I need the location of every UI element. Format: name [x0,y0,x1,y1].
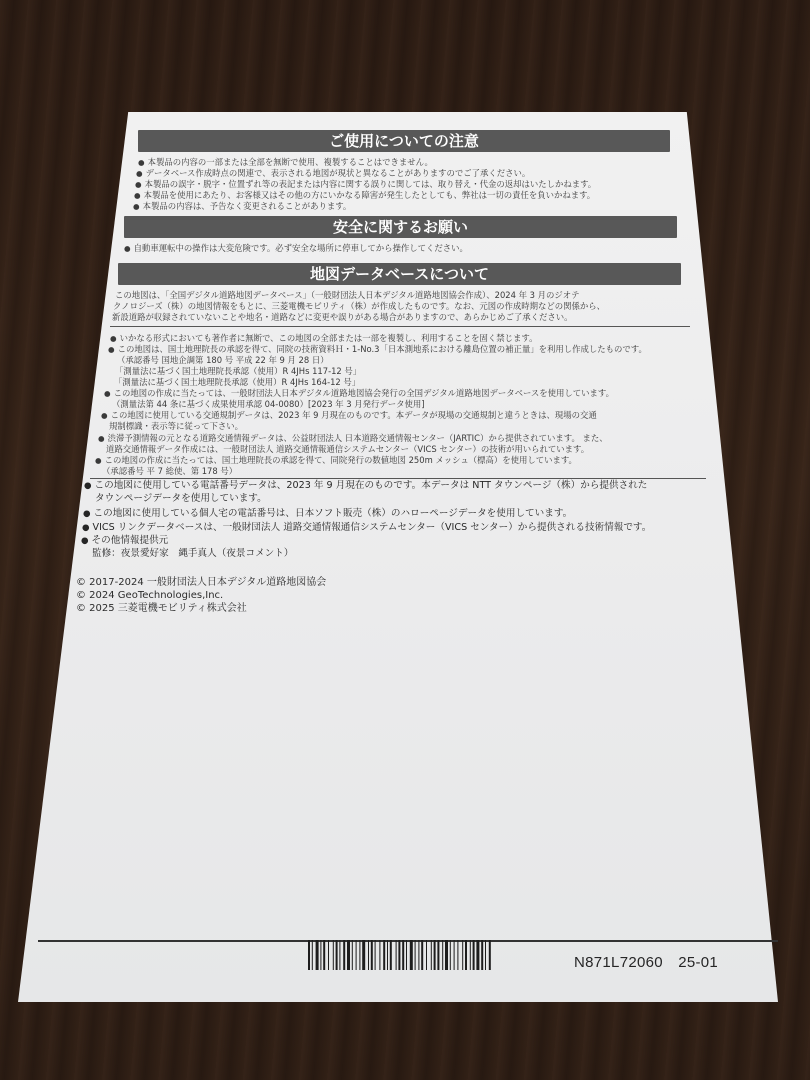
map-db-divider [110,326,690,327]
map-db-item: （承認番号 国地企調第 180 号 平成 22 年 9 月 28 日） [117,355,329,365]
map-db-item: （承認番号 平 7 総使、第 178 号） [102,466,238,476]
document-code: N871L72060 25-01 [574,954,719,971]
map-db-item: ● いかなる形式においても著作者に無断で、この地図の全部または一部を複製し、利用することを固く禁じます。 [110,333,538,344]
copyright-line: © 2024 GeoTechnologies,Inc. [76,590,224,601]
usage-line: ● データベース作成時点の関連で、表示される地図が現状と異なることがありますのでご了承ください。 [136,168,530,179]
map-db-item: ● この地図は、国土地理院長の承認を得て、同院の技術資料Ｈ・1-No.3「日本測地系における離島位置の補正量」を利用し作成したものです。 [108,344,647,355]
map-db-item-large: 監修：夜景愛好家 縄手真人（夜景コメント） [92,548,294,559]
section-header-map-db: 地図データベースについて [118,263,681,285]
map-db-item-large: ● この地図に使用している電話番号データは、2023 年 9 月現在のものです。本データは NTT タウンページ（株）から提供された [84,479,647,493]
map-db-item: ● この地図の作成に当たっては、国土地理院長の承認を得て、同院発行の数値地図 250m メッシュ（標高）を使用しています。 [95,455,577,466]
map-db-item-large: ● その他情報提供元 [81,534,168,548]
map-db-item-large: ● この地図に使用している個人宅の電話番号は、日本ソフト販売（株）のハローページデータを使用しています。 [83,507,572,521]
usage-line: ● 本製品の誤字・脱字・位置ずれ等の表記または内容に関する誤りに関しては、取り替え・代金の返却はいたしかねます。 [135,179,596,190]
map-db-item: 道路交通情報データ作成には、一般財団法人 道路交通情報通信システムセンター（VICS センター）の技術が用いられています。 [106,444,590,454]
section-header-safety: 安全に関するお願い [124,216,677,238]
safety-line: ● 自動車運転中の操作は大変危険です。必ず安全な場所に停車してから操作してください。 [124,243,468,254]
map-db-item: （測量法第 44 条に基づく成果使用承認 04-0080）[2023 年 3 月発行データ使用] [112,399,425,409]
copyright-line: © 2017-2024 一般財団法人日本デジタル道路地図協会 [76,577,327,588]
section-header-usage: ご使用についての注意 [138,130,670,152]
map-db-item: 「測量法に基づく国土地理院長承認（使用）R 4JHs 117-12 号」 [115,366,362,376]
usage-line: ● 本製品の内容は、予告なく変更されることがあります。 [133,201,351,212]
map-db-item: ● この地図の作成に当たっては、一般財団法人日本デジタル道路地図協会発行の全国デジタル道路地図データベースを使用しています。 [104,388,614,399]
map-db-item-large: ● VICS リンクデータベースは、一般財団法人 道路交通情報通信システムセンター（VICS センター）から提供される技術情報です。 [82,521,651,535]
map-db-intro-line: クノロジーズ（株）の地図情報をもとに、三菱電機モビリティ（株）が作成したものです。なお、元図の作成時期などの関係から、 [113,301,606,311]
map-db-item: 「測量法に基づく国土地理院長承認（使用）R 4JHs 164-12 号」 [114,377,361,387]
map-db-item: ● 渋滞予測情報の元となる道路交通情報データは、公益財団法人 日本道路交通情報センター（JARTIC）から提供されています。 また、 [98,433,608,444]
map-db-item: 規制標識・表示等に従って下さい。 [109,421,243,431]
copyright-line: © 2025 三菱電機モビリティ株式会社 [76,603,247,614]
barcode [308,940,532,970]
map-db-item-large: タウンページデータを使用しています。 [95,493,267,504]
map-db-intro-line: この地図は、「全国デジタル道路地図データベース」（一般財団法人日本デジタル道路地図協会作成）、2024 年 3 月のジオテ [115,290,580,300]
map-db-intro-line: 新設道路が収録されていないことや地名・道路などに変更や誤りがある場合がありますので、あらかじめご了承ください。 [112,312,573,322]
map-db-item: ● この地図に使用している交通規制データは、2023 年 9 月現在のものです。本データが現場の交通規制と違うときは、現場の交通 [101,410,597,421]
usage-line: ● 本製品の内容の一部または全部を無断で使用、複製することはできません。 [138,157,433,168]
usage-line: ● 本製品を使用にあたり、お客様又はその他の方にいかなる障害が発生したとしても、弊社は一切の責任を負いかねます。 [134,190,595,201]
